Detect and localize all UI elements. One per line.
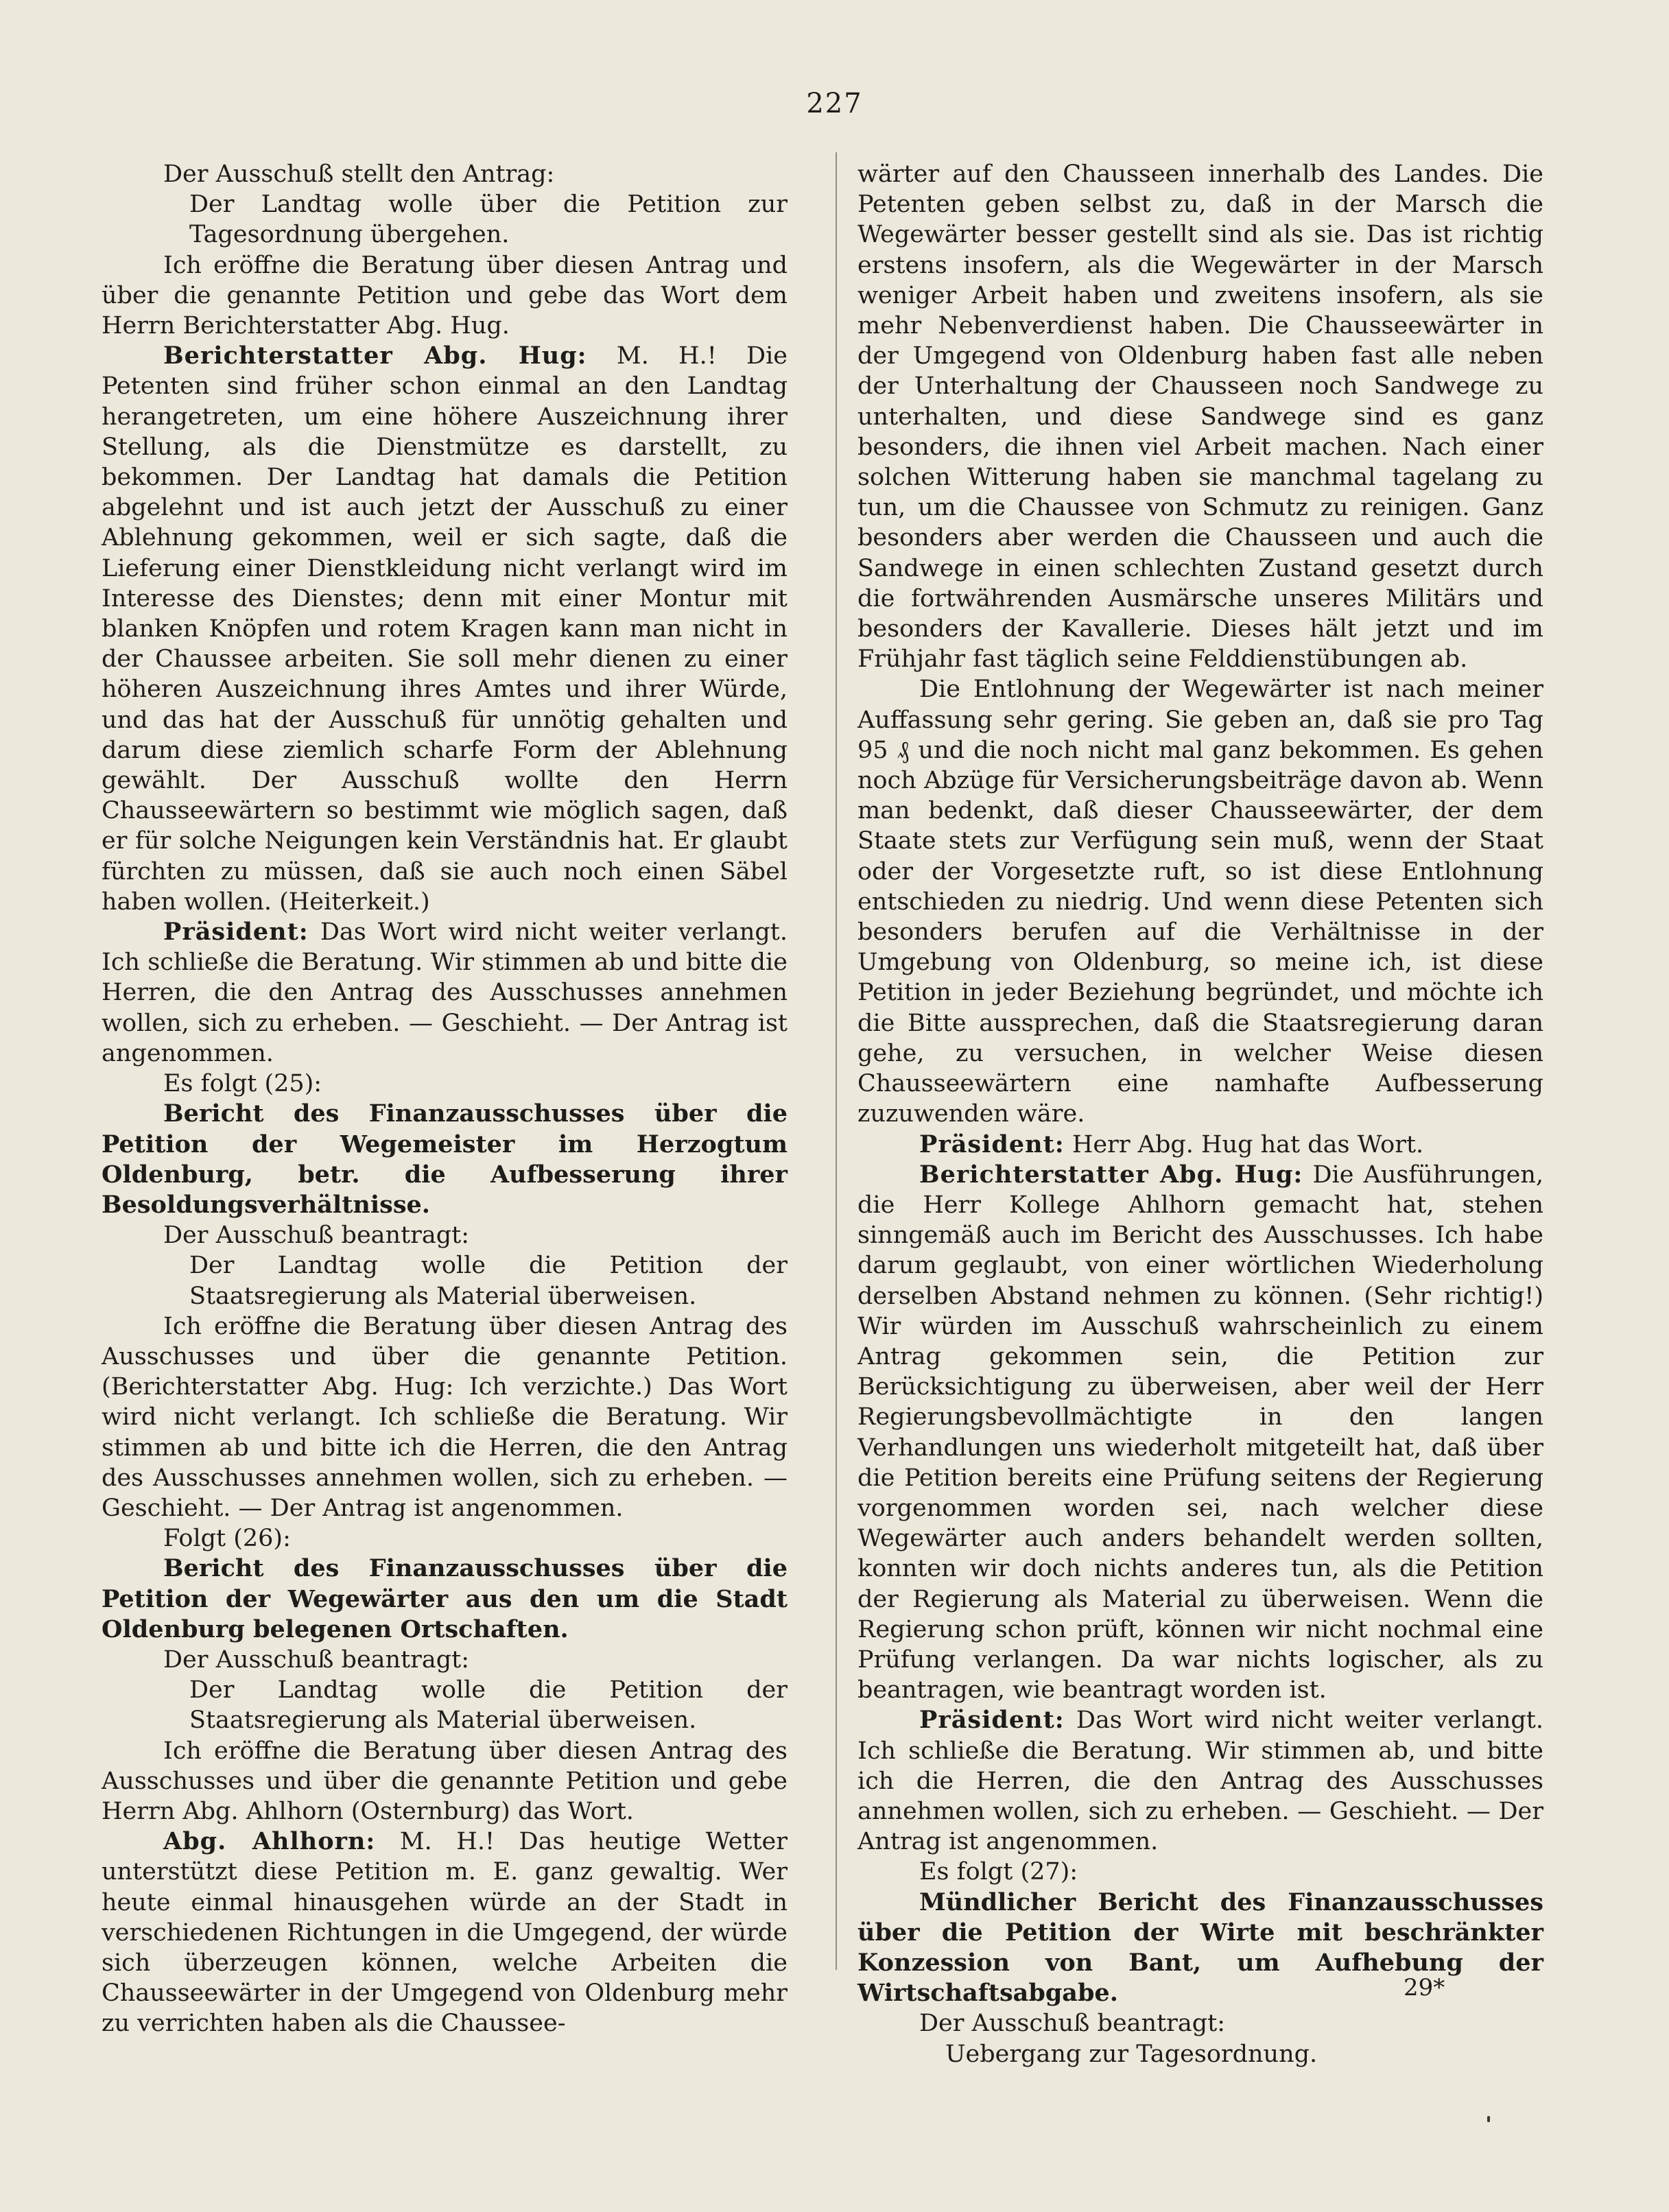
paragraph-text: Mündlicher Bericht des Finanzausschusses über die Petition der Wirte mit beschränkter Konzession von Bant, um Aufhebung der Wirtschaftsabgabe. — [857, 1888, 1543, 2008]
paragraph — [102, 1645, 788, 1675]
paragraph — [102, 1311, 788, 1523]
paragraph — [857, 1705, 1543, 1857]
paragraph-text: Uebergang zur Tagesordnung. — [945, 2040, 1318, 2068]
paragraph — [857, 1160, 1543, 1706]
page-number: 227 — [806, 88, 863, 119]
paragraph — [102, 1099, 788, 1220]
paragraph — [857, 1857, 1543, 1887]
paragraph — [857, 2008, 1543, 2038]
paragraph-text: M. H.! Die Petenten sind früher schon einmal an den Landtag herangetreten, um eine höhere Auszeichnung ihrer Stellung, als die Dienstmütze es darstellt, zu bekommen. Der Landtag hat damals die Petition abgelehnt und ist auch jetzt der Ausschuß zu einer Ablehnung gekommen, weil er sich sagte, daß die Lieferung einer Dienstkleidung nicht verlangt wird im Interesse des Dienstes; denn mit einer Montur mit blanken Knöpfen und rotem Kragen kann man nicht in der Chaussee arbeiten. Sie soll mehr dienen zu einer höheren Auszeichnung ihres Amtes und ihrer Würde, und das hat der Ausschuß für unnötig gehalten und darum diese ziemlich scharfe Form der Ablehnung gewählt. Der Ausschuß wollte den Herrn Chausseewärtern so bestimmt wie möglich sagen, daß er für solche Neigungen kein Verständnis hat. Er glaubt fürchten zu müssen, daß sie auch noch einen Säbel haben wollen. (Heiterkeit.) — [102, 342, 788, 916]
paragraph — [857, 2039, 1543, 2069]
speaker-name: Präsident: — [919, 1130, 1065, 1158]
paragraph — [102, 1069, 788, 1099]
print-speck — [1487, 2116, 1490, 2122]
paragraph-text: Es folgt (27): — [919, 1858, 1078, 1886]
paragraph — [857, 159, 1543, 674]
paragraph — [102, 250, 788, 342]
paragraph — [102, 1736, 788, 1827]
paragraph-text: Die Entlohnung der Wegewärter ist nach meiner Auffassung sehr gering. Sie geben an, daß sie pro Tag 95 ₰ und die noch nicht mal ganz bekommen. Es gehen noch Abzüge für Versicherungsbeiträge davon ab. Wenn man bedenkt, daß dieser Chausseewärter, der dem Staate stets zur Verfügung sein muß, wenn der Staat oder der Vorgesetzte ruft, so ist diese Entlohnung entschieden zu niedrig. Und wenn diese Petenten sich besonders berufen auf die Verhältnisse in der Umgebung von Oldenburg, so meine ich, ist diese Petition in jeder Beziehung begründet, und möchte ich die Bitte aussprechen, daß die Staatsregierung daran gehe, zu versuchen, in welcher Weise diesen Chausseewärtern eine namhafte Aufbesserung zuzuwenden wäre. — [857, 676, 1543, 1128]
paragraph-text: M. H.! Das heutige Wetter unterstützt diese Petition m. E. ganz gewaltig. Wer heute einmal hinausgehen würde an der Stadt in verschiedenen Richtungen in die Umgegend, der würde sich überzeugen können, welche Arbeiten die Chausseewärter in der Umgegend von Oldenburg mehr zu verrichten haben als die Chaussee- — [102, 1828, 788, 2038]
paragraph — [102, 917, 788, 1069]
paragraph-text: Der Landtag wolle die Petition der Staatsregierung als Material überweisen. — [189, 1676, 788, 1735]
right-column — [857, 159, 1543, 2069]
paragraph — [102, 1554, 788, 1645]
column-divider — [836, 152, 837, 1970]
paragraph — [102, 341, 788, 917]
paragraph-text: Der Landtag wolle die Petition der Staatsregierung als Material überweisen. — [189, 1252, 788, 1310]
speaker-name: Berichterstatter Abg. Hug: — [919, 1160, 1303, 1189]
paragraph-text: Der Landtag wolle über die Petition zur Tagesordnung übergehen. — [189, 191, 788, 249]
paragraph — [857, 674, 1543, 1129]
paragraph — [102, 1250, 788, 1311]
paragraph-text: wärter auf den Chausseen innerhalb des Landes. Die Petenten geben selbst zu, daß in der Marsch die Wegewärter besser gestellt sind als sie. Das ist richtig erstens insofern, als die Wegewärter in der Marsch weniger Arbeit haben und zweitens insofern, als sie mehr Nebenverdienst haben. Die Chausseewärter in der Umgegend von Oldenburg haben fast alle neben der Unterhaltung der Chausseen noch Sandwege zu unterhalten, und diese Sandwege sind es ganz besonders, die ihnen viel Arbeit machen. Nach einer solchen Witterung haben sie manchmal tagelang zu tun, um die Chaussee von Schmutz zu reinigen. Ganz besonders aber werden die Chausseen und auch die Sandwege in einen schlechten Zustand gesetzt durch die fortwährenden Ausmärsche unseres Militärs und besonders der Kavallerie. Dieses hält jetzt und im Frühjahr fast täglich seine Felddienstübungen ab. — [857, 160, 1543, 674]
paragraph-text: Herr Abg. Hug hat das Wort. — [1072, 1130, 1424, 1158]
paragraph-text: Das Wort wird nicht weiter verlangt. Ich schließe die Beratung. Wir stimmen ab und bitte die Herren, die den Antrag des Ausschusses annehmen wollen, sich zu erheben. — Geschieht. — Der Antrag ist angenommen. — [102, 918, 788, 1067]
paragraph-text: Bericht des Finanzausschusses über die Petition der Wegewärter aus den um die Stadt Oldenburg belegenen Ortschaften. — [102, 1554, 788, 1643]
paragraph — [102, 1675, 788, 1735]
paragraph — [102, 159, 788, 189]
speaker-name: Präsident: — [919, 1706, 1065, 1735]
paragraph-text: Die Ausführungen, die Herr Kollege Ahlhorn gemacht hat, stehen sinngemäß auch im Bericht des Ausschusses. Ich habe darum geglaubt, von einer wörtlichen Wiederholung derselben Abstand nehmen zu können. (Sehr richtig!) Wir würden im Ausschuß wahrscheinlich zu einem Antrag gekommen sein, die Petition zur Berücksichtigung zu überweisen, aber weil der Herr Regierungsbevollmächtigte in den langen Verhandlungen uns wiederholt mitgeteilt hat, daß über die Petition bereits eine Prüfung seitens der Regierung vorgenommen worden sei, nach welcher diese Wegewärter auch anders behandelt werden sollten, konnten wir doch nichts anderes tun, als die Petition der Regierung als Material zu überweisen. Wenn die Regierung schon prüft, können wir nicht nochmal eine Prüfung verlangen. Da war nichts logischer, als zu beantragen, wie beantragt worden ist. — [857, 1161, 1543, 1704]
left-column — [102, 159, 788, 2039]
speaker-name: Präsident: — [163, 918, 309, 947]
paragraph-text: Der Ausschuß beantragt: — [919, 2010, 1226, 2038]
paragraph-text: Ich eröffne die Beratung über diesen Antrag und über die genannte Petition und gebe das Wort dem Herrn Berichterstatter Abg. Hug. — [102, 251, 788, 340]
paragraph-text: Das Wort wird nicht weiter verlangt. Ich schließe die Beratung. Wir stimmen ab, und bitte ich die Herren, die den Antrag des Ausschusses annehmen wollen, sich zu erheben. — Geschieht. — Der Antrag ist angenommen. — [857, 1706, 1543, 1856]
paragraph-text: Es folgt (25): — [163, 1070, 322, 1098]
paragraph-text: Bericht des Finanzausschusses über die Petition der Wegemeister im Herzogtum Oldenburg, betr. die Aufbesserung ihrer Besoldungsverhältnisse. — [102, 1099, 788, 1219]
speaker-name: Abg. Ahlhorn: — [163, 1827, 376, 1856]
paragraph-text: Ich eröffne die Beratung über diesen Antrag des Ausschusses und über die genannte Petition. (Berichterstatter Abg. Hug: Ich verzichte.) Das Wort wird nicht verlangt. Ich schließe die Beratung. Wir stimmen ab und bitte ich die Herren, die den Antrag des Ausschusses annehmen wollen, sich zu erheben. — Geschieht. — Der Antrag ist angenommen. — [102, 1312, 788, 1522]
paragraph — [102, 189, 788, 250]
paragraph-text: Der Ausschuß beantragt: — [163, 1645, 470, 1674]
signature-mark: 29* — [1404, 1974, 1445, 2001]
paragraph-text: Der Ausschuß beantragt: — [163, 1222, 470, 1250]
paragraph-text: Folgt (26): — [163, 1525, 291, 1553]
speaker-name: Berichterstatter Abg. Hug: — [163, 342, 587, 370]
paragraph — [102, 1220, 788, 1250]
paragraph — [857, 1130, 1543, 1160]
paragraph-text: Ich eröffne die Beratung über diesen Antrag des Ausschusses und über die genannte Petition und gebe Herrn Abg. Ahlhorn (Osternburg) das Wort. — [102, 1737, 788, 1825]
paragraph — [102, 1523, 788, 1554]
paragraph — [102, 1827, 788, 2038]
paragraph-text: Der Ausschuß stellt den Antrag: — [163, 160, 555, 188]
